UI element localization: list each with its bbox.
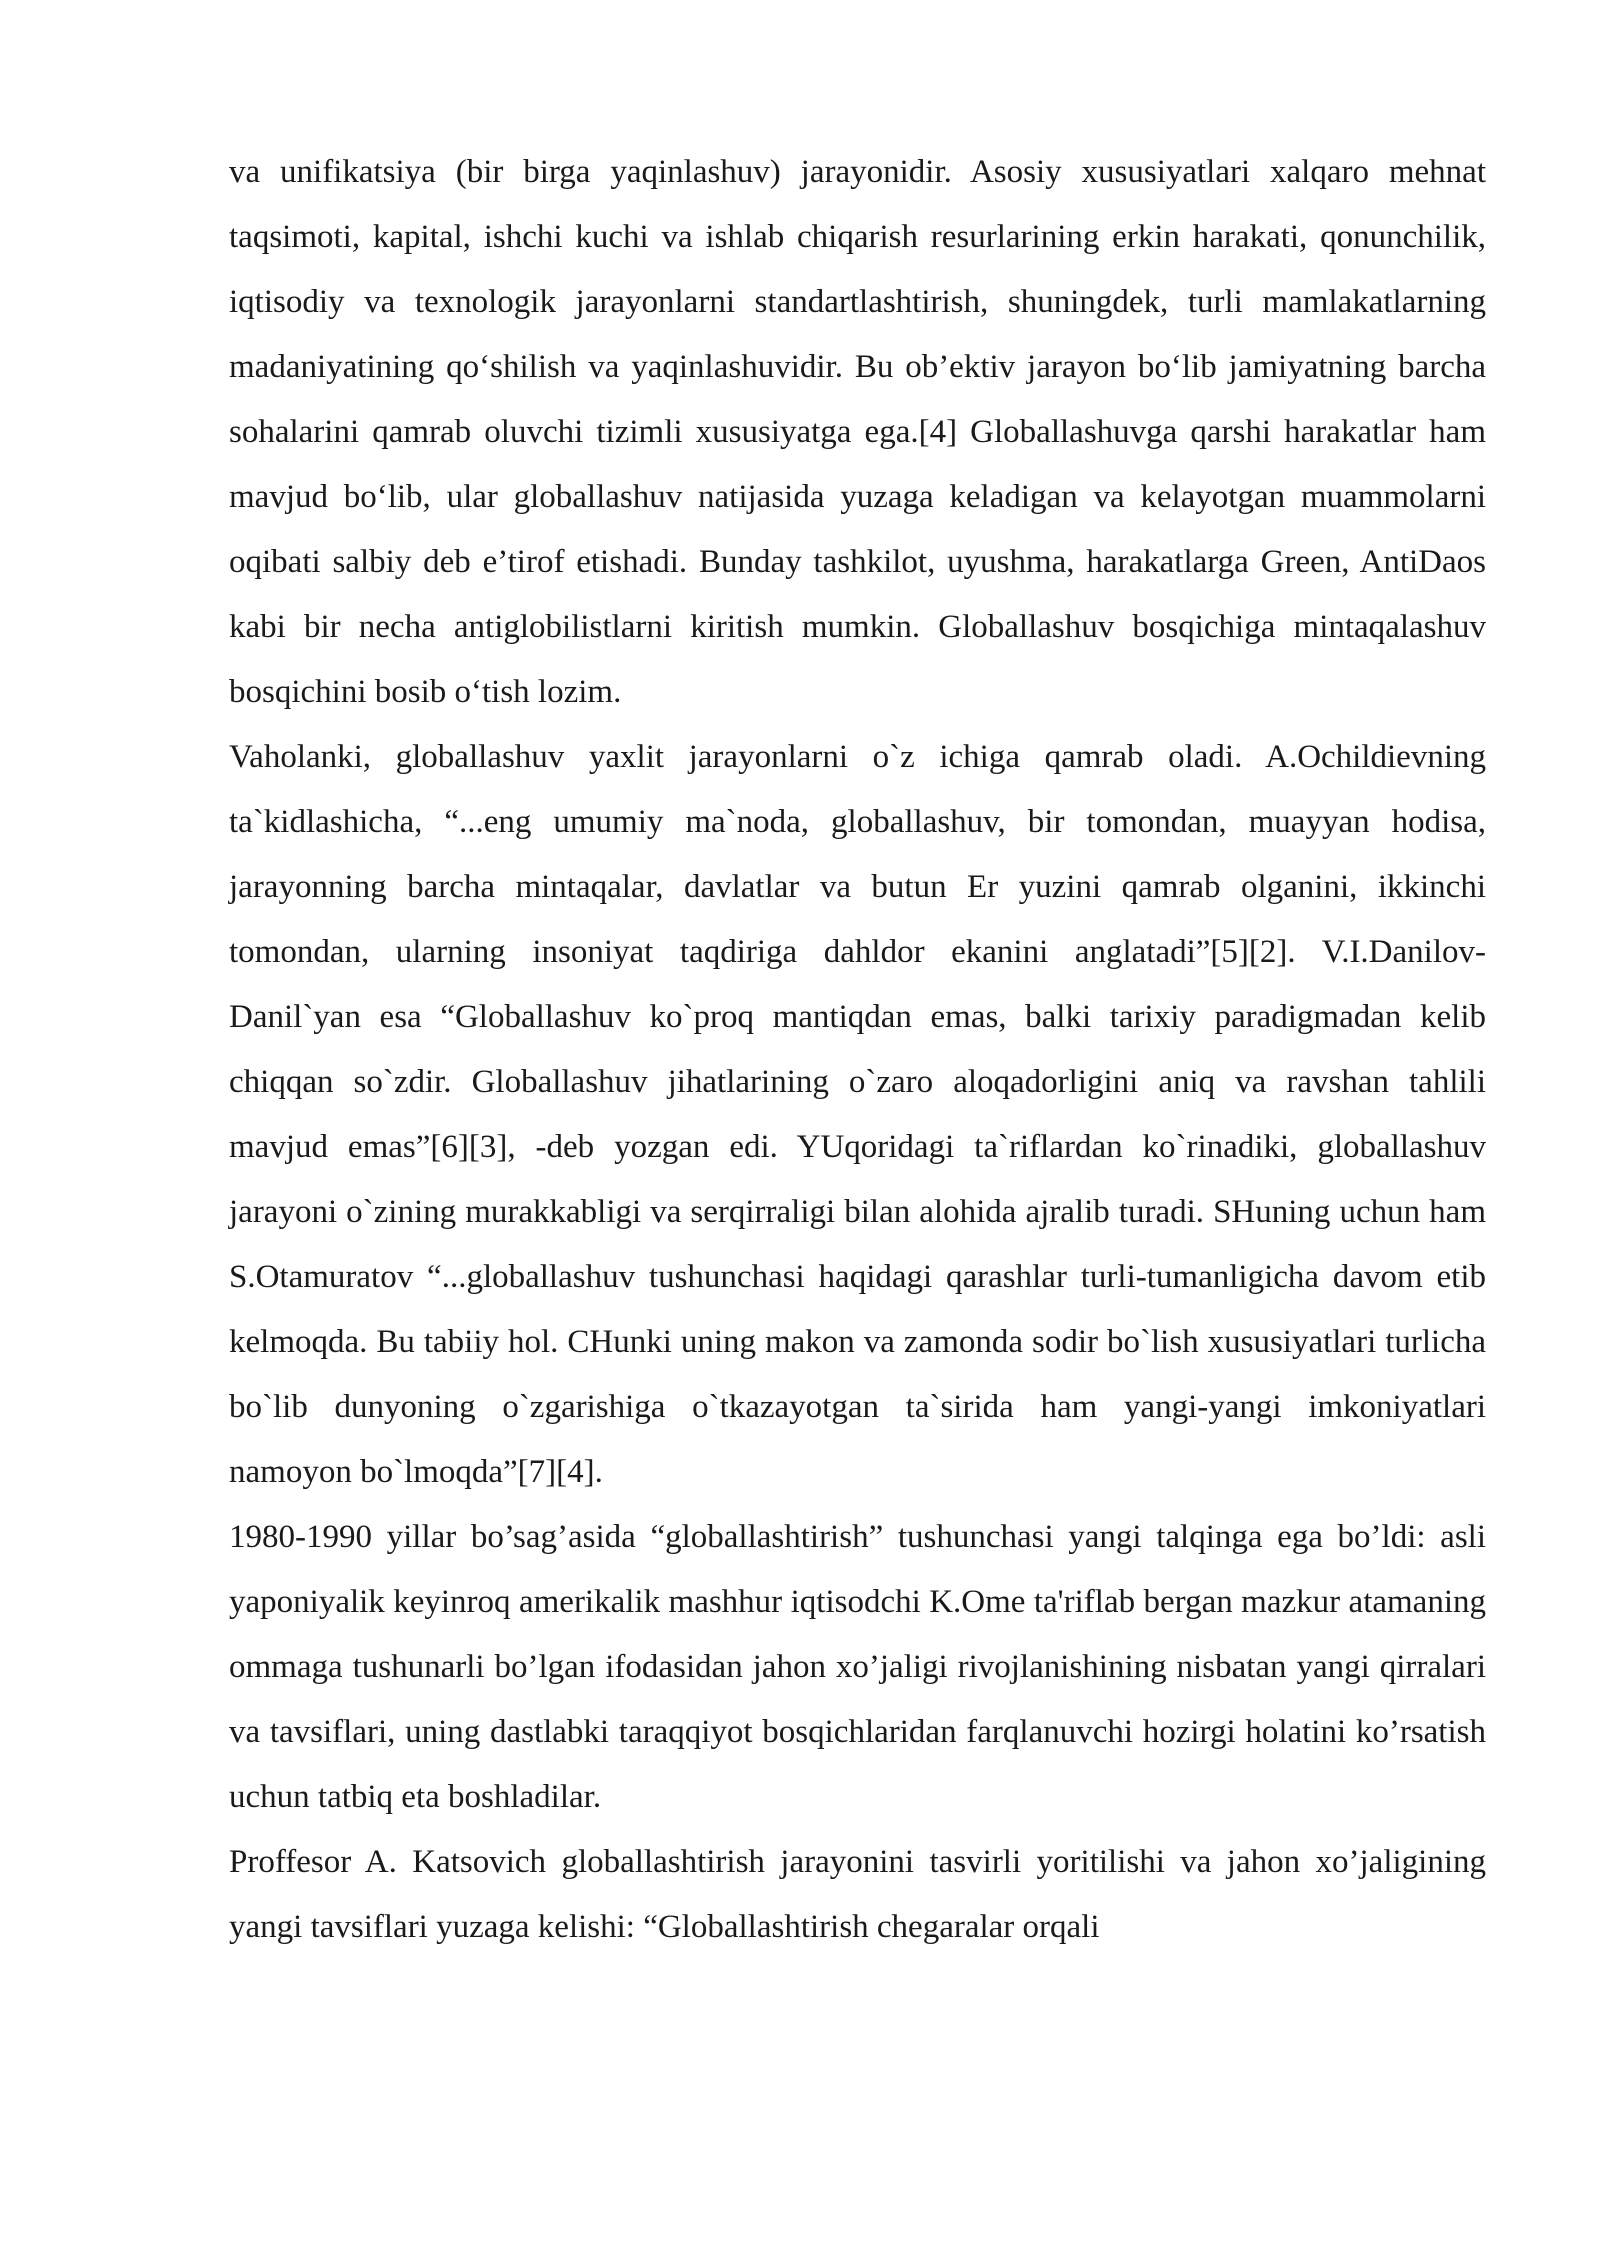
paragraph-1: va unifikatsiya (bir birga yaqinlashuv) jarayonidir. Asosiy xususiyatlari xalqaro mehnat taqsimoti, kapital, ishchi kuchi va ishlab chiqarish resurlarining erkin harakati, qonunchilik, iqtisodiy va texnologik jarayonlarni standartlashtirish, shuningdek, turli mamlakatlarning madaniyatining qo‘shilish va yaqinlashuvidir. Bu ob’ektiv jarayon bo‘lib jamiyatning barcha sohalarini qamrab oluvchi tizimli xususiyatga ega.[4] Globallashuvga qarshi harakatlar ham mavjud bo‘lib, ular globallashuv natijasida yuzaga keladigan va kelayotgan muammolarni oqibati salbiy deb e’tirof etishadi. Bunday tashkilot, uyushma, harakatlarga Green, AntiDaos kabi bir necha antiglobilistlarni kiritish mumkin. Globallashuv bosqichiga mintaqalashuv bosqichini bosib o‘tish lozim.: [229, 154, 1486, 710]
paragraph-2: Vaholanki, globallashuv yaxlit jarayonlarni o`z ichiga qamrab oladi. A.Ochildievning ta`kidlashicha, “...eng umumiy ma`noda, globallashuv, bir tomondan, muayyan hodisa, jarayonning barcha mintaqalar, davlatlar va butun Er yuzini qamrab olganini, ikkinchi tomondan, ularning insoniyat taqdiriga dahldor ekanini anglatadi”[5][2]. V.I.Danilov-Danil`yan esa “Globallashuv ko`proq mantiqdan emas, balki tarixiy paradigmadan kelib chiqqan so`zdir. Globallashuv jihatlarining o`zaro aloqadorligini aniq va ravshan tahlili mavjud emas”[6][3], -deb yozgan edi. YUqoridagi ta`riflardan ko`rinadiki, globallashuv jarayoni o`zining murakkabligi va serqirraligi bilan alohida ajralib turadi. SHuning uchun ham S.Otamuratov “...globallashuv tushunchasi haqidagi qarashlar turli-tumanligicha davom etib kelmoqda. Bu tabiiy hol. CHunki uning makon va zamonda sodir bo`lish xususiyatlari turlicha bo`lib dunyoning o`zgarishiga o`tkazayotgan ta`sirida ham yangi-yangi imkoniyatlari namoyon bo`lmoqda”[7][4].: [229, 739, 1486, 1490]
paragraph-4: Proffesor A. Katsovich globallashtirish jarayonini tasvirli yoritilishi va jahon xo’jaligining yangi tavsiflari yuzaga kelishi: “Globallashtirish chegaralar orqali: [229, 1844, 1486, 1945]
paragraph-3: 1980-1990 yillar bo’sag’asida “globallashtirish” tushunchasi yangi talqinga ega bo’ldi: asli yaponiyalik keyinroq amerikalik mashhur iqtisodchi K.Ome ta'riflab bergan mazkur atamaning ommaga tushunarli bo’lgan ifodasidan jahon xo’jaligi rivojlanishining nisbatan yangi qirralari va tavsiflari, uning dastlabki taraqqiyot bosqichlaridan farqlanuvchi hozirgi holatini ko’rsatish uchun tatbiq eta boshladilar.: [229, 1519, 1486, 1815]
body-text: [229, 140, 1486, 1960]
